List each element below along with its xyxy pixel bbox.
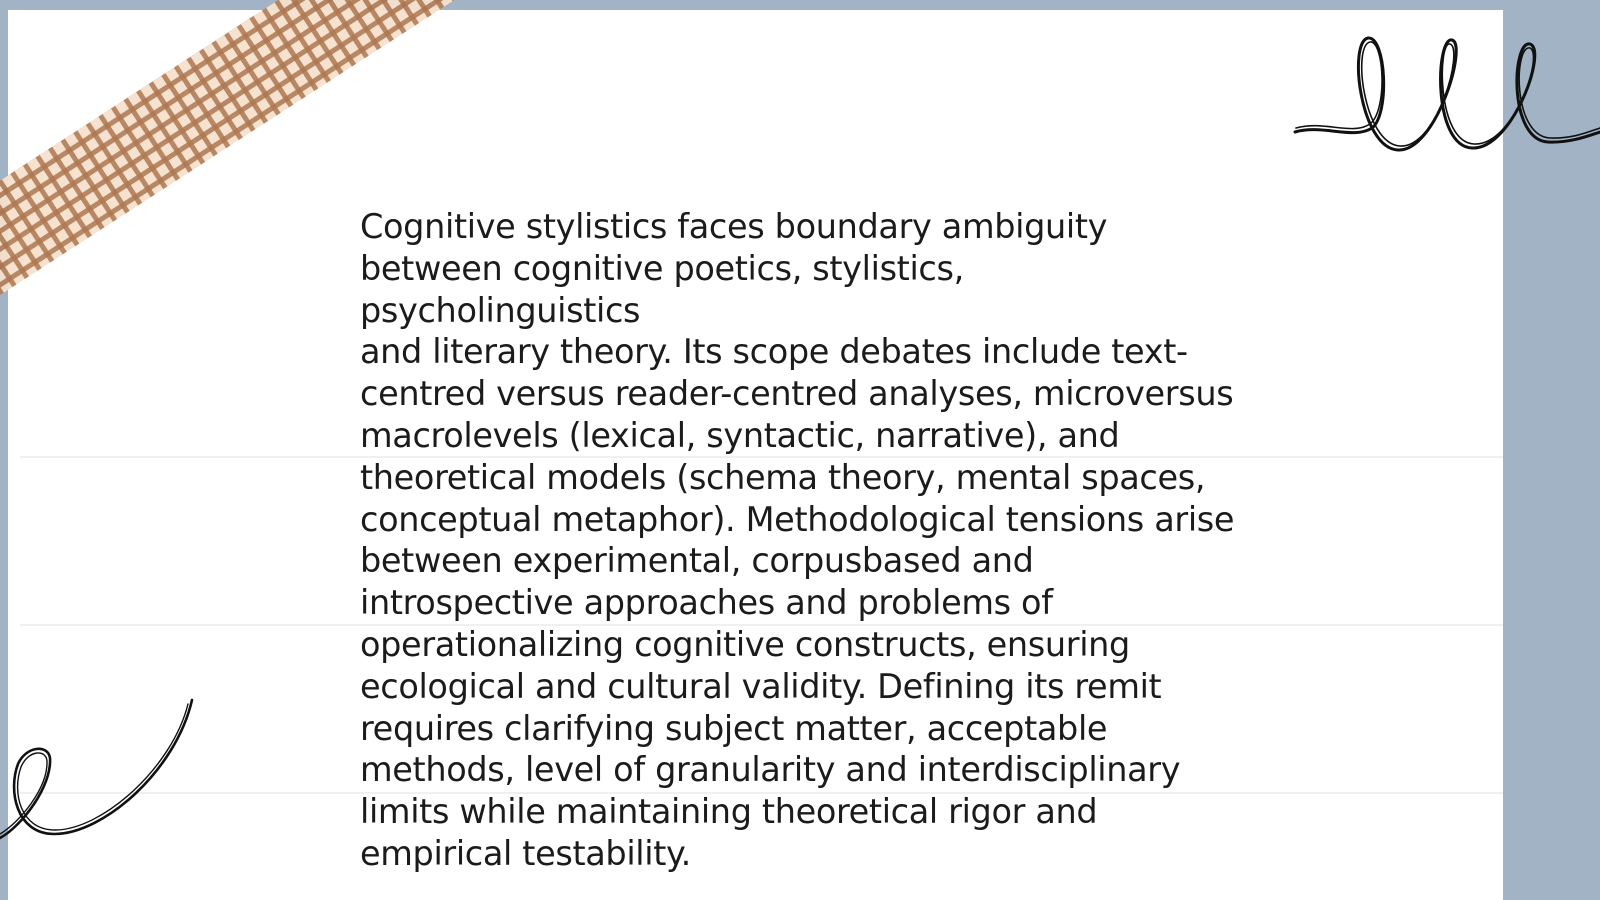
- slide-body-text: Cognitive stylistics faces boundary ambiguity between cognitive poetics, stylistics, psycholinguistics and literary theory. Its scope debates include text- centred versus reader-centred analyses, microversus macrolevels (lexical, syntactic, narrative), and theoretical models (schema theory, mental spaces, conceptual metaphor). Methodological tensions arise between experimental, corpusbased and introspective approaches and problems of operationalizing cognitive constructs, ensuring ecological and cultural validity. Defining its remit requires clarifying subject matter, acceptable methods, level of granularity and interdisciplinary limits while maintaining theoretical rigor and empirical testability.: [360, 207, 1235, 873]
